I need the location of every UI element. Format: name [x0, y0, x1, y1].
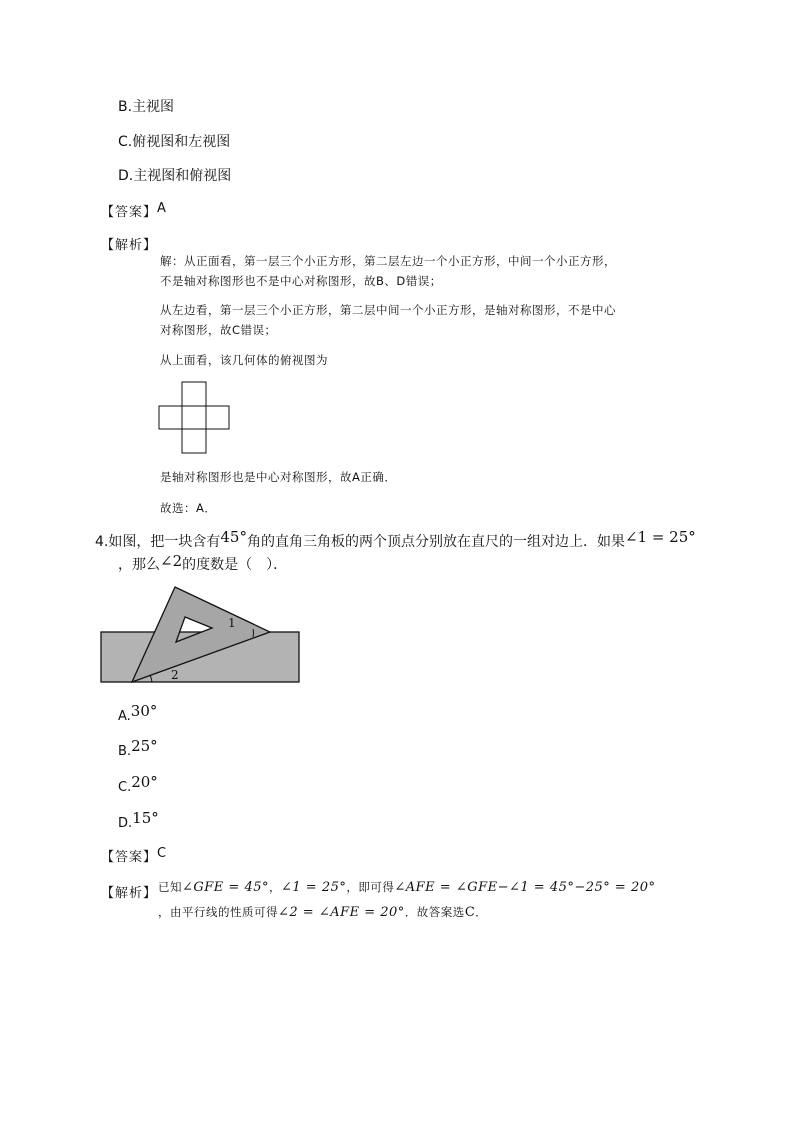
q3-analysis-label: 【解析】: [101, 238, 158, 253]
cross-bottom-square: [182, 429, 206, 453]
q3-analysis-line4: 对称图形，故C错误；: [160, 323, 277, 337]
q4-angle45: 45°: [220, 528, 247, 546]
angle1-label: 1: [228, 616, 236, 630]
q4-analysis-line2: [158, 904, 487, 920]
cross-left-square: [159, 406, 182, 429]
q4-answer-label: 【答案】: [101, 850, 158, 865]
q3-analysis-line1: 解：从正面看，第一层三个小正方形，第二层左边一个小正方形，中间一个小正方形，: [160, 254, 616, 268]
q3-answer-label: 【答案】: [101, 205, 158, 220]
q4-option-c-letter: C.: [118, 780, 132, 795]
q4-analysis-label: 【解析】: [101, 886, 158, 901]
q4-answer-value: C: [157, 846, 167, 861]
q4-analysis-text1: 已知: [158, 880, 182, 894]
q3-analysis-line2: 不是轴对称图形也不是中心对称图形，故B、D错误；: [160, 274, 442, 288]
q4-analysis-text4: ，由平行线的性质可得: [158, 905, 278, 919]
cross-center-square: [182, 406, 206, 429]
q3-analysis-line3: 从左边看，第一层三个小正方形，第二层中间一个小正方形，是轴对称图形，不是中心: [160, 303, 616, 317]
q4-option-c-value: 20°: [131, 773, 158, 791]
q3-analysis-line6: 是轴对称图形也是中心对称图形，故A正确．: [160, 470, 397, 484]
q4-option-a-value: 30°: [130, 702, 158, 720]
cross-top-square: [182, 382, 206, 406]
q4-stem-text4: 的度数是（ ）．: [182, 557, 288, 573]
q4-analysis-text5: ．故答案选: [404, 905, 465, 919]
q4-analysis-math1: ∠GFE = 45°: [182, 880, 269, 895]
q3-option-b: B.主视图: [118, 99, 175, 115]
q4-option-b: [118, 737, 158, 759]
q4-option-d: [118, 809, 159, 831]
q4-stem-line2: [118, 554, 287, 574]
angle2-label: 2: [171, 668, 179, 682]
q3-analysis-line7: 故选：A．: [160, 501, 217, 515]
q4-analysis-text3: ，即可得: [346, 880, 395, 894]
q4-option-b-letter: B.: [118, 744, 132, 759]
q3-option-c: C.俯视图和左视图: [118, 134, 231, 150]
q4-angle2: ∠2: [160, 552, 183, 570]
q4-option-b-value: 25°: [131, 737, 158, 755]
q4-option-d-value: 15°: [132, 809, 159, 827]
q4-analysis-text2: ，: [269, 880, 281, 894]
q4-stem-line1: [95, 528, 696, 551]
q4-option-c: [118, 773, 158, 795]
q4-stem-text2: 角的直角三角板的两个顶点分别放在直尺的一组对边上．如果: [246, 534, 625, 550]
q4-analysis-math2: ∠1 = 25°: [281, 880, 347, 895]
q4-condition: ∠1 = 25°: [624, 528, 696, 546]
q3-answer-value: A: [157, 201, 166, 216]
cross-right-square: [206, 406, 229, 429]
q4-option-a-letter: A.: [118, 709, 131, 724]
ruler-triangle-figure: [100, 585, 302, 685]
q4-analysis-math4: ∠2 = ∠AFE = 20°: [278, 905, 405, 920]
q4-option-a: [118, 702, 158, 724]
q4-stem-text3: ，那么: [118, 557, 160, 573]
q4-analysis-choice: C: [464, 905, 476, 920]
q4-analysis-math3: ∠AFE = ∠GFE−∠1 = 45°−25° = 20°: [394, 880, 656, 895]
q4-analysis-line1: [158, 879, 656, 895]
q4-stem-text1: 4.如图，把一块含有: [95, 534, 221, 550]
q4-option-d-letter: D.: [118, 816, 133, 831]
q4-analysis-text6: ．: [475, 905, 488, 919]
top-view-cross-figure: [158, 381, 232, 455]
q3-analysis-line5: 从上面看，该几何体的俯视图为: [160, 353, 328, 367]
q3-option-d: D.主视图和俯视图: [118, 168, 232, 184]
